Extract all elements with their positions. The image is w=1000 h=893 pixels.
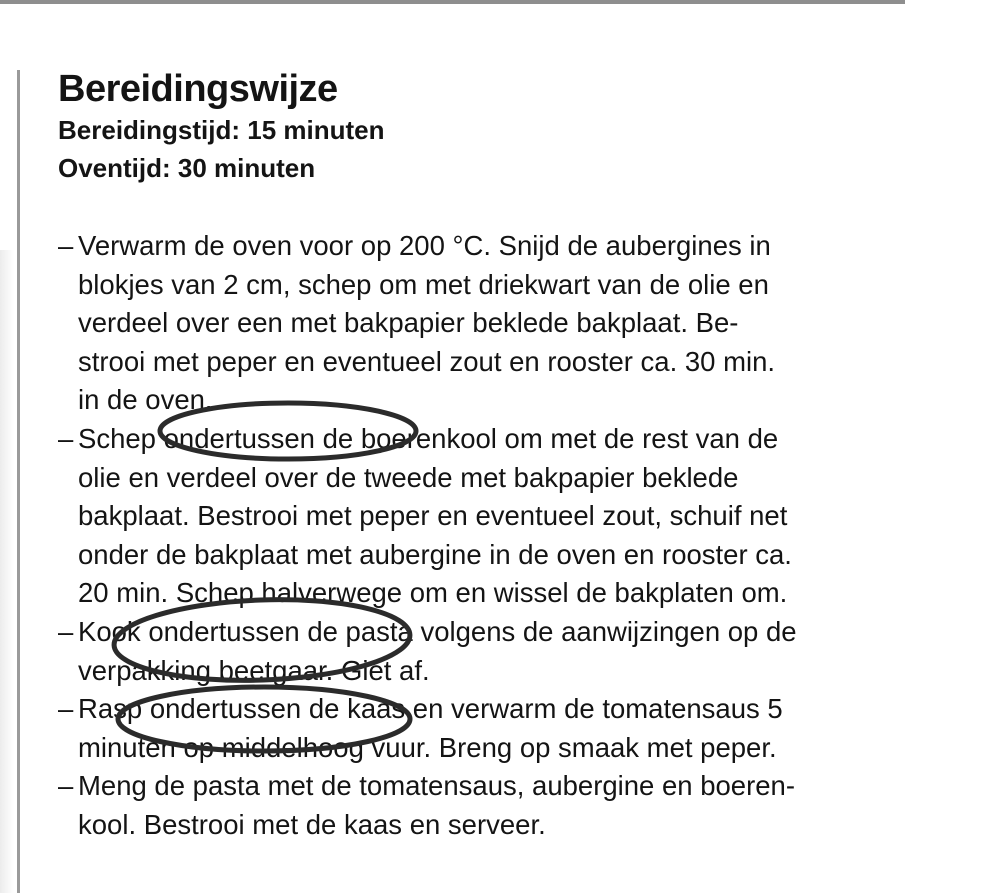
step-bullet: – [58,615,74,647]
step-bullet: – [58,230,74,261]
step-4 [58,690,918,767]
step-line: Meng de pasta met de tomatensaus, aubergine en boeren- [78,770,796,802]
page-edge-shadow [0,250,14,893]
step-line: 20 min. Schep halverwege om en wissel de bakplaten om. [78,577,788,609]
step-2 [58,420,918,613]
step-line: minuten op middelhoog vuur. Breng op smaak met peper. [78,731,777,763]
section-heading: Bereidingswijze [58,68,338,110]
top-divider [0,0,905,4]
left-margin-rule [17,70,20,893]
step-line: strooi met peper en eventueel zout en rooster ca. 30 min. [78,345,776,377]
step-3 [58,613,918,690]
step-5 [58,767,918,844]
step-line: blokjes van 2 cm, schep om met driekwart van de olie en [78,268,769,300]
steps-list [58,227,918,845]
step-line: Schep ondertussen de boerenkool om met de rest van de [78,422,779,454]
step-line: olie en verdeel over de tweede met bakpapier beklede [78,461,739,493]
step-line: onder de bakplaat met aubergine in de oven en rooster ca. [78,538,792,570]
step-line: verpakking beetgaar. Giet af. [78,654,430,686]
step-line: bakplaat. Bestrooi met peper en eventueel zout, schuif net [78,500,788,532]
step-1 [58,227,918,420]
step-line: Kook ondertussen de pasta volgens de aanwijzingen op de [78,615,797,647]
oven-time: Oventijd: 30 minuten [58,153,316,183]
step-bullet: – [58,693,74,725]
step-bullet: – [58,422,74,454]
step-line: kool. Bestrooi met de kaas en serveer. [78,808,546,840]
step-line: Verwarm de oven voor op 200 °C. Snijd de aubergines in [78,230,771,261]
prep-time: Bereidingstijd: 15 minuten [58,115,385,145]
step-bullet: – [58,770,74,802]
step-line: verdeel over een met bakpapier beklede bakplaat. Be- [78,307,739,339]
step-line: in de oven. [78,384,213,416]
step-line: Rasp ondertussen de kaas en verwarm de tomatensaus 5 [78,693,783,725]
